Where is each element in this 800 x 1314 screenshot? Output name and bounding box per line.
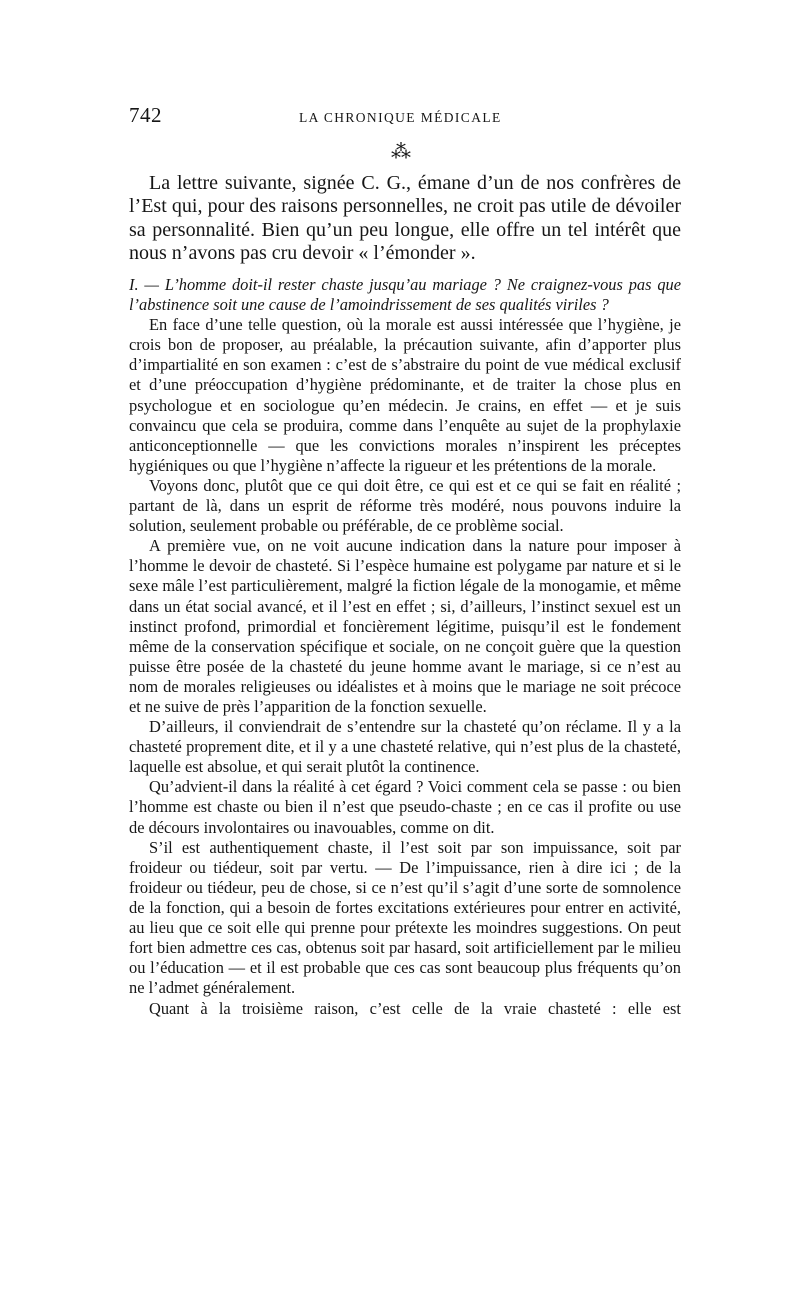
paragraph: En face d’une telle question, où la morale est aussi intéressée que l’hygiène, je crois bon de proposer, au préalable, la précaution suivante, afin d’apporter plus d’impartialité en son examen : c’est de s’abstraire du point de vue médical exclusif et d’une préoccupation d’hygiène prédominante, et de traiter la chose plus en psychologue et en sociologue qu’en médecin. Je crains, en effet — et je suis convaincu que cela se produira, comme dans l’enquête au sujet de la prophylaxie anticonceptionnelle — que les convictions morales n’inspirent les préceptes hygiéniques ou que l’hygiène n’affecte la rigueur et les prétentions de la morale. — [129, 315, 681, 475]
paragraph: Qu’advient-il dans la réalité à cet égard ? Voici comment cela se passe : ou bien l’homme est chaste ou bien il n’est que pseudo-chaste ; en ce cas il profite ou use de décours involontaires ou inavouables, comme on dit. — [129, 777, 681, 837]
page-header — [129, 103, 681, 133]
survey-question: I. — L’homme doit-il rester chaste jusqu’au mariage ? Ne craignez-vous pas que l’abstinence soit une cause de l’amoindrissement de ses qualités viriles ? — [129, 275, 681, 315]
paragraph: D’ailleurs, il conviendrait de s’entendre sur la chasteté qu’on réclame. Il y a la chasteté proprement dite, et il y a une chasteté relative, qui n’est plus de la chasteté, laquelle est absolue, et qui serait plutôt la continence. — [129, 717, 681, 777]
article-body — [129, 172, 681, 1019]
paragraph: A première vue, on ne voit aucune indication dans la nature pour imposer à l’homme le devoir de chasteté. Si l’espèce humaine est polygame par nature et si le sexe mâle l’est particulièrement, malgré la fiction légale de la monogamie, et même dans un état social avancé, et il l’est en effet ; si, d’ailleurs, l’instinct sexuel est un instinct profond, primordial et foncièrement légitime, puisqu’il est le fondement même de la conservation spécifique et sociale, on ne conçoit guère que la question puisse être posée de la chasteté du jeune homme avant le mariage, si ce n’est au nom de morales religieuses ou idéalistes et à moins que le mariage ne soit précoce et ne suive de près l’apparition de la fonction sexuelle. — [129, 536, 681, 716]
continued-paragraph: Quant à la troisième raison, c’est celle de la vraie chasteté : elle est — [149, 999, 681, 1019]
paragraph: Voyons donc, plutôt que ce qui doit être, ce qui est et ce qui se fait en réalité ; partant de là, dans un esprit de réforme très modéré, nous pouvons induire la solution, seulement probable ou préférable, de ce problème social. — [129, 475, 681, 536]
section-separator: ⁂ — [391, 141, 409, 163]
running-title: LA CHRONIQUE MÉDICALE — [299, 110, 502, 125]
lead-paragraph: La lettre suivante, signée C. G., émane d’un de nos confrères de l’Est qui, pour des raisons personnelles, ne croit pas utile de dévoiler sa personnalité. Bien qu’un peu longue, elle offre un tel intérêt que nous n’avons pas cru devoir « l’émonder ». — [129, 172, 681, 264]
page-number: 742 — [129, 103, 162, 127]
paragraph: S’il est authentiquement chaste, il l’est soit par son impuissance, soit par froideur ou tiédeur, soit par vertu. — De l’impuissance, rien à dire ici ; de la froideur ou tiédeur, peu de chose, si ce n’est qu’il s’agit d’une sorte de somnolence de la fonction, qui a besoin de fortes excitations extérieures pour entrer en activité, au lieu que ce soit elle qui prenne pour prétexte les moindres suggestions. On peut fort bien admettre ces cas, obtenus soit par hasard, soit artificiellement par le milieu ou l’éducation — et il est probable que ces cas sont beaucoup plus fréquents qu’on ne l’admet généralement. — [129, 837, 681, 998]
